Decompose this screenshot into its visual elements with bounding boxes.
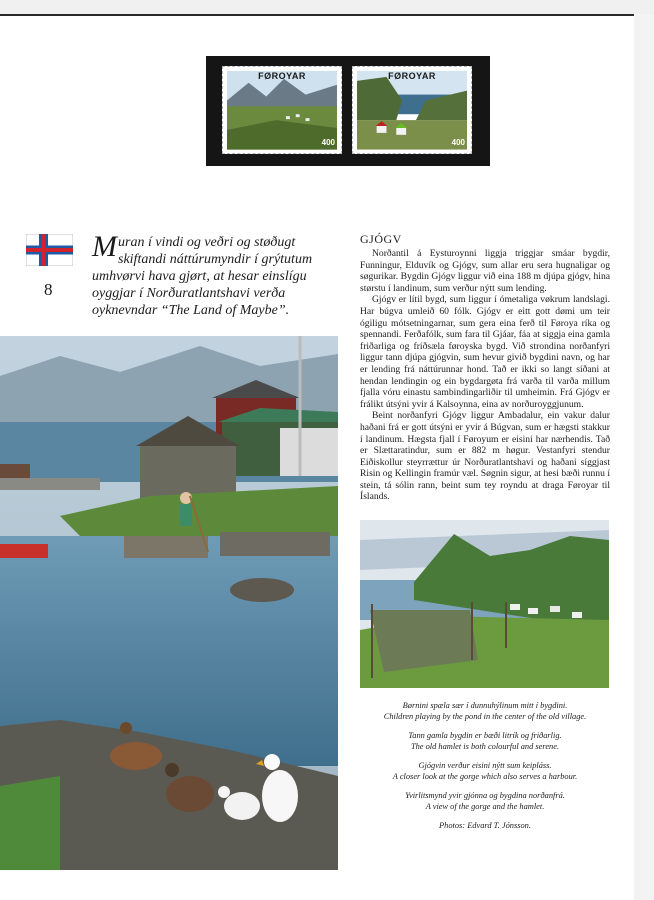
stamp-mount bbox=[206, 56, 490, 166]
caption-english: The old hamlet is both colourful and serene. bbox=[410, 742, 560, 751]
village-pond-photo bbox=[0, 336, 338, 870]
stamp-2-country: FØROYAR bbox=[388, 71, 436, 81]
caption-english: A closer look at the gorge which also serves a harbour. bbox=[392, 772, 578, 781]
article-paragraph: Norðantil á Eysturoynni liggja triggjar smáar bygdir, Funningur, Elduvík og Gjógv, sum allar eru sera hugnaligar og søgurikar. Bygdin Gjógv liggur við eina 188 m djúpa gjógv, hina størstu í landinum, sum verður nýtt sum lending. bbox=[360, 248, 610, 294]
caption-faroese: Børnini spæla sær í dunnuhýlinum mitt í bygdini. bbox=[402, 701, 568, 710]
faroe-flag-icon bbox=[26, 234, 73, 266]
article-paragraph: Beint norðanfyri Gjógv liggur Ambadalur, ein vakur dalur haðani frá er gott útsýni er yvir á Búgvan, sum er hægsti stakkur í landinum. Hægsta fjall í Føroyum er eisini har nærhendis. Tað er Slættaratindur, sum er 882 m høgur. Vestanfyri stendur Eiðiskollur steyrrættur úr Norðuratlantshavi og haðani síggjast Risin og Kellingin framúr væl. Søgnin sigur, at hesi bæði runnu í stein, tá sólin rann, beint sum tey royndu at draga Føroyar til Íslands. bbox=[360, 410, 610, 503]
caption-english: A view of the gorge and the hamlet. bbox=[425, 802, 545, 811]
stamp-2-image bbox=[357, 71, 467, 150]
gorge-photo bbox=[360, 520, 609, 688]
stamp-1-image bbox=[227, 71, 337, 150]
village-pond-image bbox=[0, 336, 338, 870]
caption bbox=[362, 790, 608, 812]
caption bbox=[362, 760, 608, 782]
top-border bbox=[0, 0, 654, 16]
intro-text bbox=[92, 230, 344, 319]
photo-credit: Photos: Edvard T. Jónsson. bbox=[439, 821, 531, 830]
intro-dropcap: M bbox=[92, 230, 117, 263]
caption-faroese: Yvirlitsmynd yvir gjónna og bygdina norðanfrá. bbox=[405, 791, 565, 800]
caption-faroese: Gjógvin verður eisini nýtt sum keipláss. bbox=[418, 761, 552, 770]
gorge-image bbox=[360, 520, 609, 688]
stamp-1-value: 400 bbox=[321, 138, 335, 147]
caption-english: Children playing by the pond in the center of the old village. bbox=[383, 712, 587, 721]
stamp-2-value: 400 bbox=[451, 138, 465, 147]
page-edge bbox=[634, 14, 654, 900]
stamp-2 bbox=[352, 66, 472, 154]
caption-faroese: Tann gamla bygdin er bæði litrík og friðarlig. bbox=[408, 731, 562, 740]
article-body bbox=[360, 248, 610, 503]
article-title: GJÓGV bbox=[360, 232, 402, 246]
article-paragraph: Gjógv er lítil bygd, sum liggur í ómetaliga vøkrum landslagi. Har búgva umleið 60 fólk. Gjógv er eitt gott dømi um teir ógiligu mótsetningarnar, sum gera eina ferð til Føroya ríka og spennandi. Ferðafólk, sum fara til Gjáar, fáa at siggja eina gamla friðarliga og fríðsæla føroyska bygd. Við strondina norðanfyri liggur tann djúpa gjógvin, sum hevur givið bygdini navn, og har er lending frá náttúrunnar hond. Tað er ikki so langt síðani at hendan lendingin og ein bygdargøta frá varða til varða millum fjalla vóru einastu sambindingarliðir til umheimin. Frá Gjógv er frálikt útsýni yvir á Kalsoynna, eina av norðuroyggjunum. bbox=[360, 294, 610, 410]
page-number: 8 bbox=[44, 280, 53, 299]
intro-body: uran í vindi og veðri og støðugt skiftandi náttúrumyndir í grýtutum umhvørvi hava gjørt, at hesar einslígu oyggjar í Norðuratlantshavi verða oyknevndar “The Land of Maybe”. bbox=[92, 235, 313, 318]
stamp-1 bbox=[222, 66, 342, 154]
photo-captions bbox=[362, 700, 608, 839]
stamp-1-country: FØROYAR bbox=[258, 71, 306, 81]
caption bbox=[362, 700, 608, 722]
caption bbox=[362, 730, 608, 752]
